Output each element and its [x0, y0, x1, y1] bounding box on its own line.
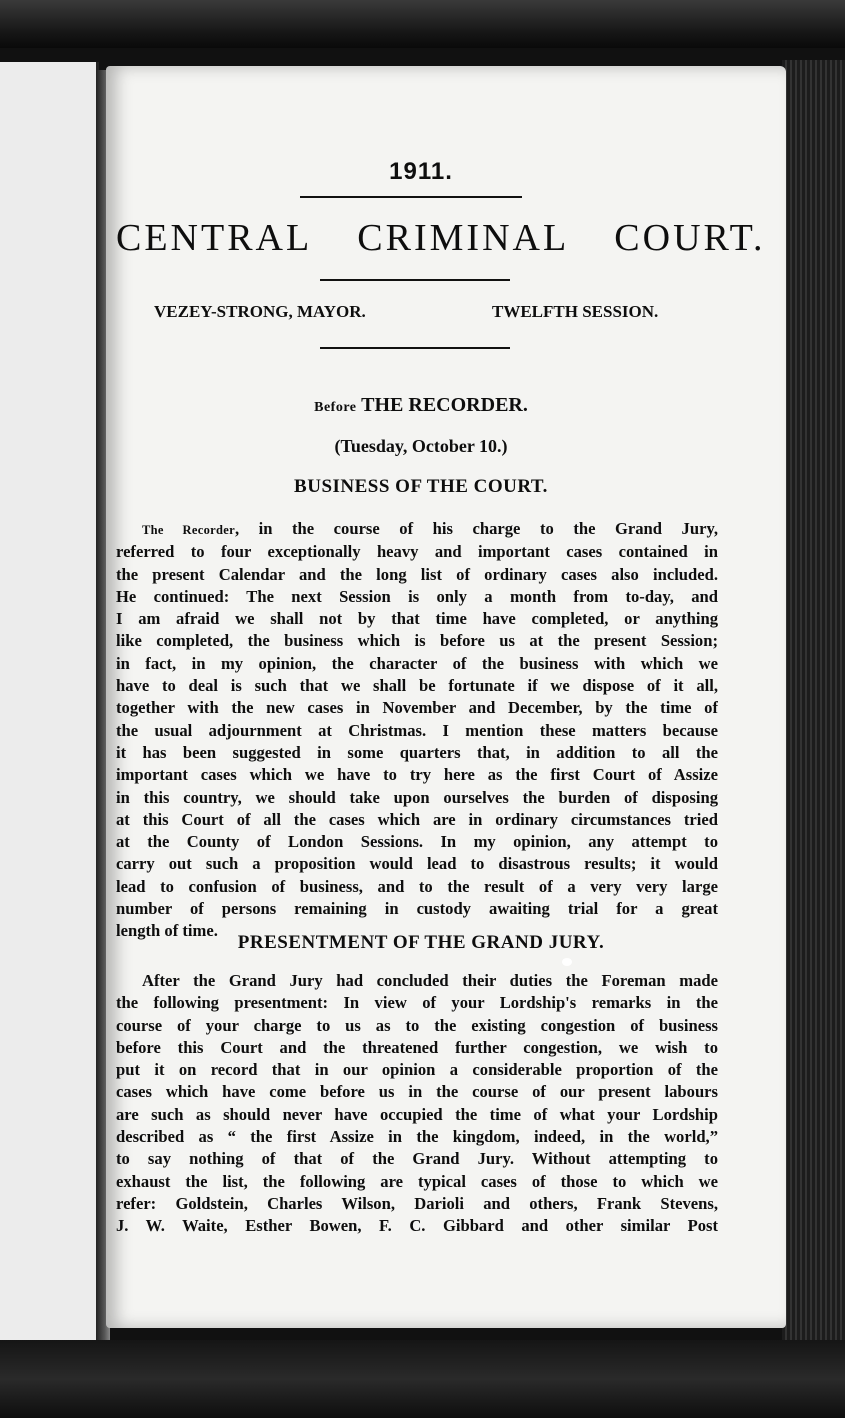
paragraph-line: the following presentment: In view of your Lordship's remarks in the	[116, 993, 718, 1013]
page-block-edge	[782, 60, 845, 1360]
paragraph-line: I am afraid we shall not by that time have completed, or anything	[116, 609, 718, 629]
book-bottom-edge	[0, 1340, 845, 1418]
paragraph-line: refer: Goldstein, Charles Wilson, Darioli and others, Frank Stevens,	[116, 1193, 718, 1213]
paragraph-line: After the Grand Jury had concluded their duties the Foreman made	[142, 971, 718, 990]
recorder-charge-paragraph	[116, 518, 718, 943]
paragraph-line: length of time.	[116, 921, 218, 941]
paragraph-line: at the County of London Sessions. In my opinion, any attempt to	[116, 832, 718, 852]
paragraph-line: in fact, in my opinion, the character of the business with which we	[116, 653, 718, 673]
section-heading-business: BUSINESS OF THE COURT.	[294, 476, 548, 497]
divider-rule	[300, 196, 522, 198]
court-title: CENTRAL CRIMINAL COURT.	[116, 217, 766, 259]
paragraph-line: number of persons remaining in custody awaiting trial for a great	[116, 899, 718, 919]
paragraph-line: before this Court and the threatened further congestion, we wish to	[116, 1037, 718, 1057]
paragraph-line: He continued: The next Session is only a month from to-day, and	[116, 586, 718, 606]
paragraph-line: are such as should never have occupied the time of what your Lordship	[116, 1104, 718, 1124]
paragraph-line: the present Calendar and the long list of ordinary cases also included.	[116, 564, 718, 584]
paragraph-line: J. W. Waite, Esther Bowen, F. C. Gibbard and other similar Post	[116, 1216, 718, 1236]
paragraph-line: together with the new cases in November and December, by the time of	[116, 698, 718, 718]
paragraph-line: exhaust the list, the following are typical cases of those to which we	[116, 1171, 718, 1191]
paragraph-line: to say nothing of that of the Grand Jury. Without attempting to	[116, 1149, 718, 1169]
paragraph-line: lead to confusion of business, and to the result of a very very large	[116, 876, 718, 896]
left-facing-page	[0, 62, 99, 1348]
ink-smudge	[562, 958, 572, 966]
divider-rule	[320, 279, 510, 281]
paragraph-line: put it on record that in our opinion a considerable proportion of the	[116, 1060, 718, 1080]
paragraph-line: The Recorder, in the course of his charge to the Grand Jury,	[142, 519, 718, 538]
speaker-name: The Recorder	[142, 523, 235, 537]
paragraph-line: carry out such a proposition would lead to disastrous results; it would	[116, 854, 718, 874]
page-year: 1911.	[389, 158, 453, 185]
presentment-paragraph	[116, 970, 718, 1238]
paragraph-line: in this country, we should take upon ourselves the burden of disposing	[116, 787, 718, 807]
paragraph-line: cases which have come before us in the course of our present labours	[116, 1082, 718, 1102]
before-name: THE RECORDER.	[361, 394, 528, 416]
session-date: (Tuesday, October 10.)	[334, 436, 508, 456]
section-heading-presentment: PRESENTMENT OF THE GRAND JURY.	[237, 932, 605, 953]
mayor-line: VEZEY-STRONG, MAYOR.	[154, 302, 366, 321]
before-prefix: Before	[314, 400, 357, 415]
paragraph-line: described as “ the first Assize in the kingdom, indeed, in the world,”	[116, 1127, 718, 1147]
book-top-edge	[0, 0, 845, 48]
paragraph-line: course of your charge to us as to the existing congestion of business	[116, 1015, 718, 1035]
document-page	[106, 66, 786, 1328]
paragraph-line: the usual adjournment at Christmas. I mention these matters because	[116, 720, 718, 740]
paragraph-line: have to deal is such that we shall be fortunate if we dispose of it all,	[116, 676, 718, 696]
paragraph-line: like completed, the business which is before us at the present Session;	[116, 631, 718, 651]
paragraph-line: important cases which we have to try here as the first Court of Assize	[116, 765, 718, 785]
paragraph-line: at this Court of all the cases which are in ordinary circumstances tried	[116, 809, 718, 829]
session-line: TWELFTH SESSION.	[492, 302, 659, 321]
divider-rule	[320, 347, 510, 349]
before-heading	[106, 394, 736, 417]
paragraph-line: referred to four exceptionally heavy and important cases contained in	[116, 542, 718, 562]
paragraph-line: it has been suggested in some quarters that, in addition to all the	[116, 742, 718, 762]
